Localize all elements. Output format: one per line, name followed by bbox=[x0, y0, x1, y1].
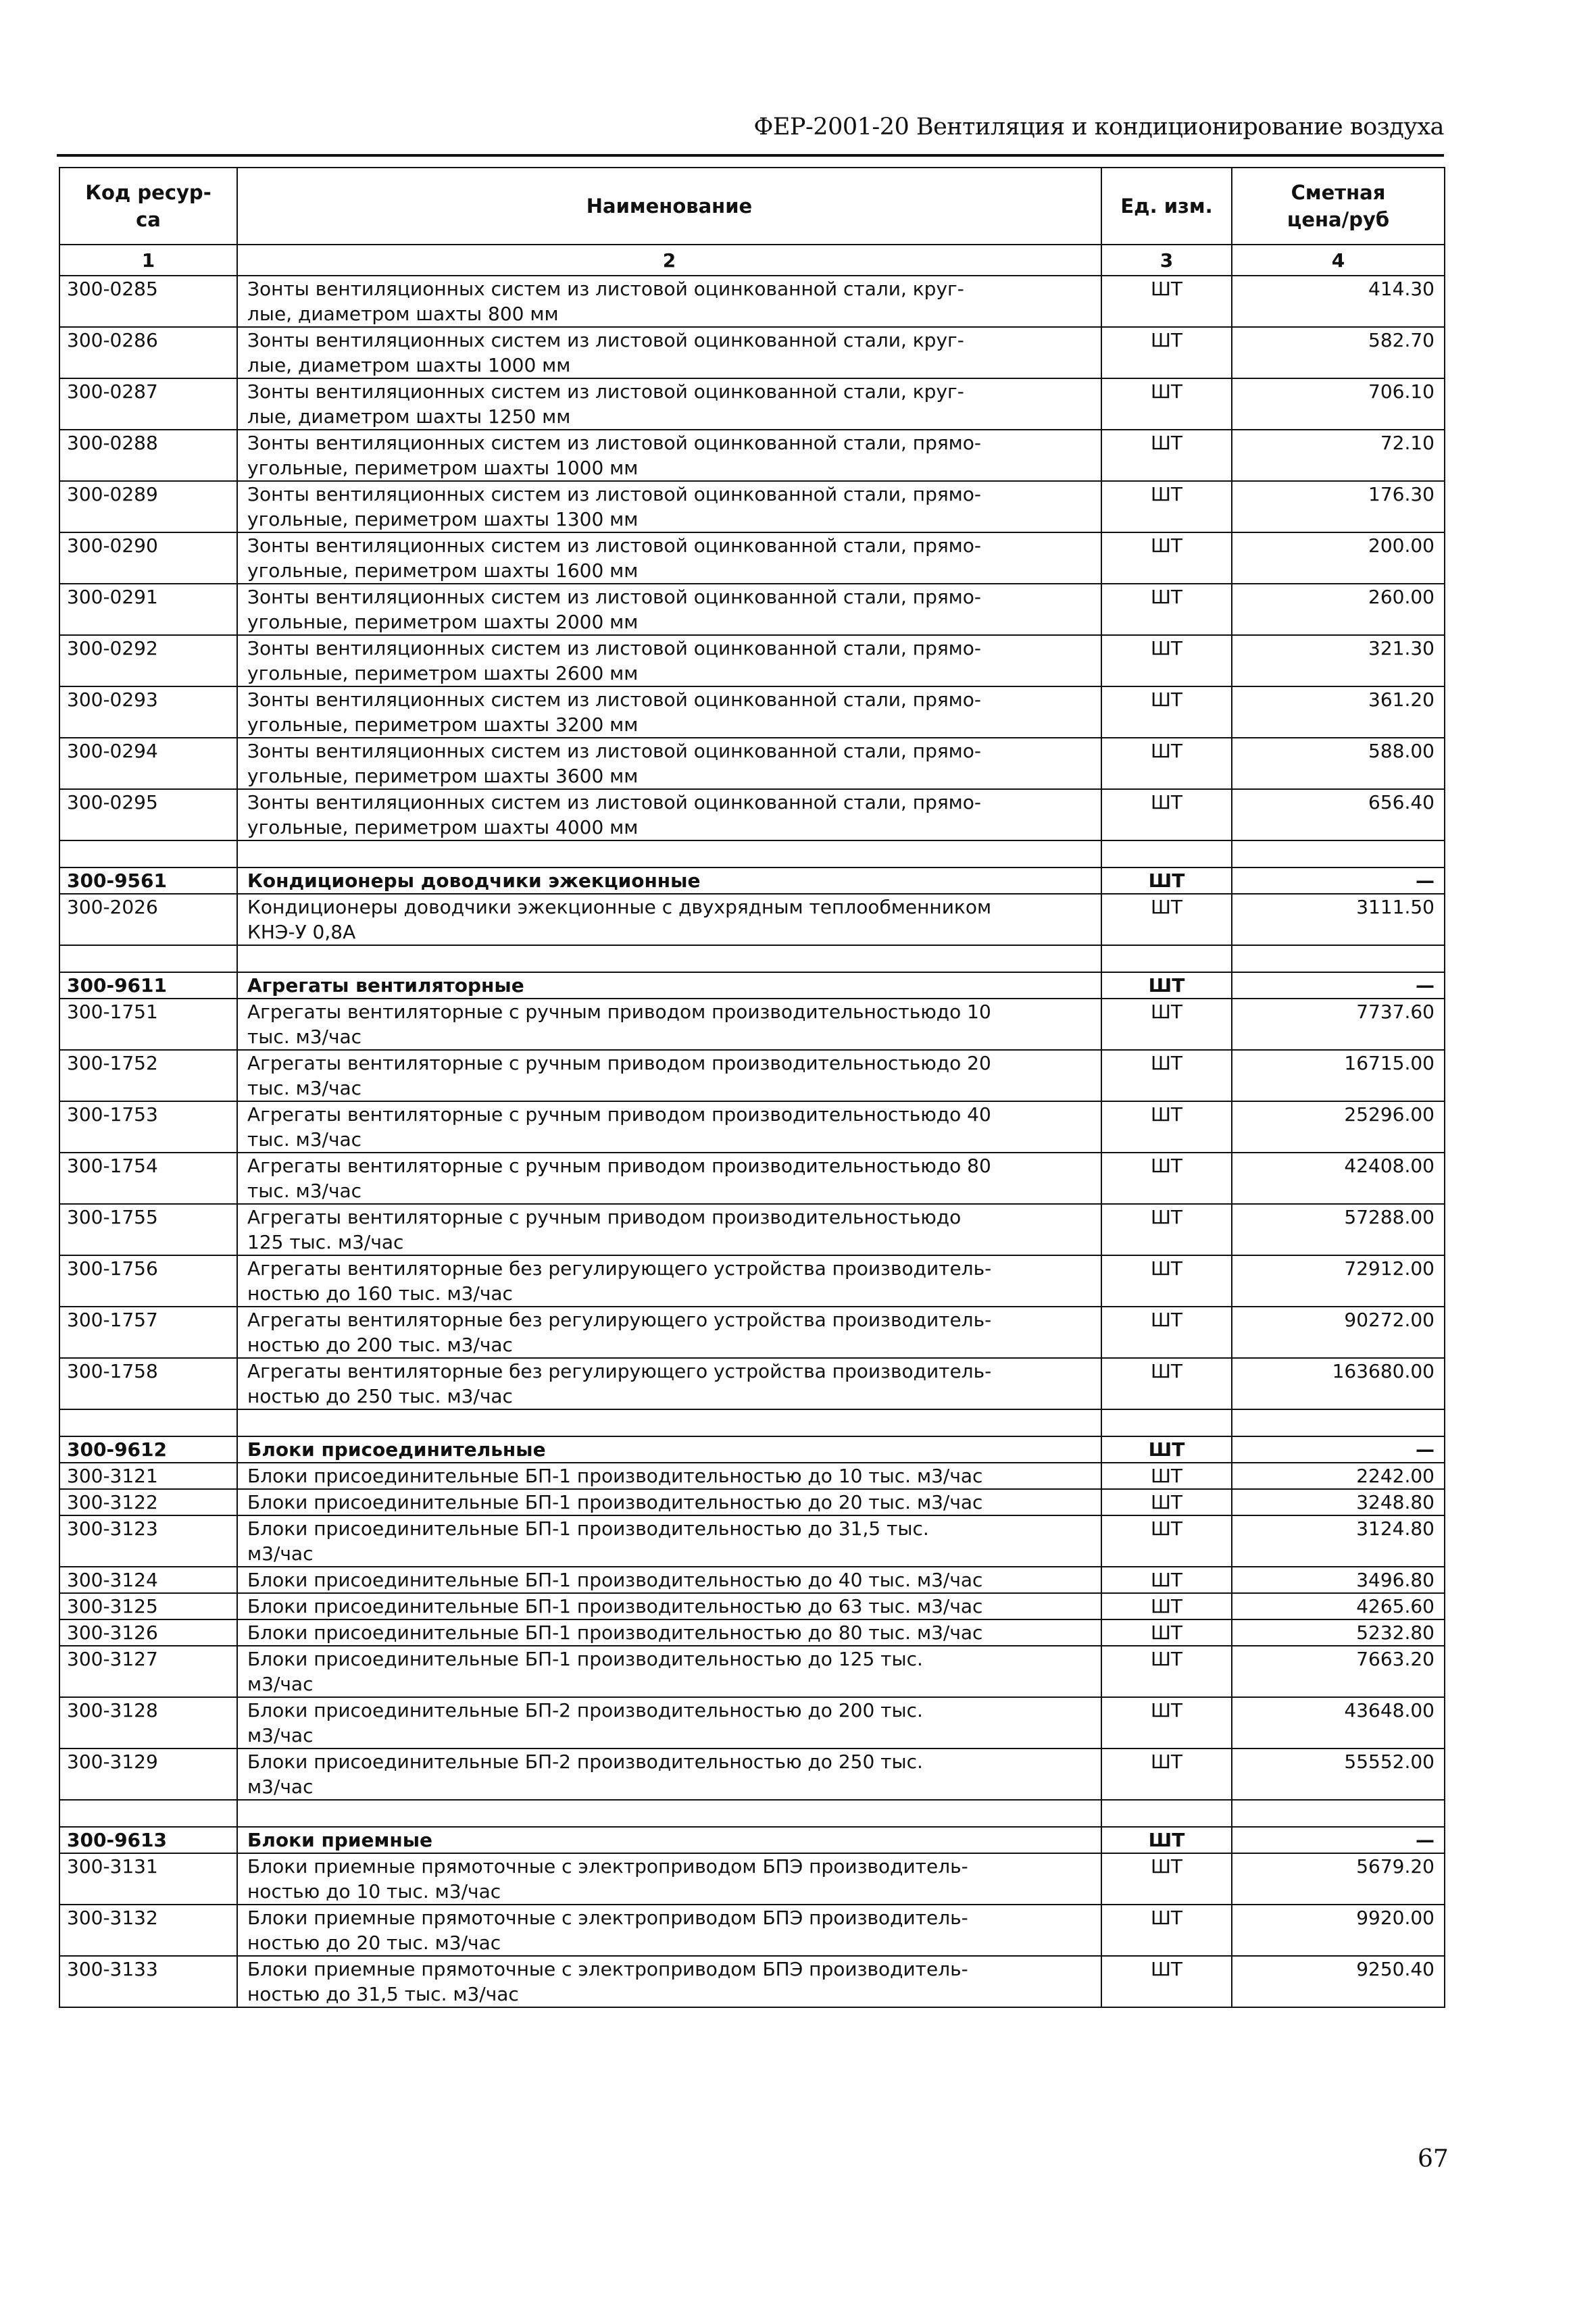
group-row bbox=[59, 867, 1445, 894]
cell-unit: ШТ bbox=[1101, 481, 1232, 532]
column-number: 2 bbox=[237, 245, 1101, 276]
cell-price: 4265.60 bbox=[1232, 1593, 1445, 1619]
cell-price: — bbox=[1232, 867, 1445, 894]
cell-code bbox=[59, 1800, 237, 1827]
group-row bbox=[59, 1827, 1445, 1853]
cell-name: Кондиционеры доводчики эжекционные с двухрядным теплообменником КНЭ-У 0,8А bbox=[237, 894, 1101, 945]
cell-name: Блоки присоединительные БП-2 производительностью до 250 тыс. м3/час bbox=[237, 1749, 1101, 1800]
cell-unit: ШТ bbox=[1101, 1101, 1232, 1153]
cell-code: 300-9613 bbox=[59, 1827, 237, 1853]
table-row bbox=[59, 1619, 1445, 1646]
group-row bbox=[59, 972, 1445, 999]
table-row bbox=[59, 635, 1445, 686]
cell-unit: ШТ bbox=[1101, 686, 1232, 738]
table-row bbox=[59, 584, 1445, 635]
cell-code: 300-3125 bbox=[59, 1593, 237, 1619]
cell-unit: ШТ bbox=[1101, 1853, 1232, 1905]
cell-name: Зонты вентиляционных систем из листовой оцинкованной стали, прямо- угольные, периметром шахты 3200 мм bbox=[237, 686, 1101, 738]
cell-name: Зонты вентиляционных систем из листовой оцинкованной стали, круг- лые, диаметром шахты 1250 мм bbox=[237, 378, 1101, 430]
cell-price: 414.30 bbox=[1232, 276, 1445, 327]
table-row bbox=[59, 276, 1445, 327]
cell-code: 300-3131 bbox=[59, 1853, 237, 1905]
cell-price: 90272.00 bbox=[1232, 1307, 1445, 1358]
cell-name: Агрегаты вентиляторные с ручным приводом производительностьюдо 20 тыс. м3/час bbox=[237, 1050, 1101, 1101]
table-row bbox=[59, 1853, 1445, 1905]
cell-price: 5679.20 bbox=[1232, 1853, 1445, 1905]
cell-price: 3111.50 bbox=[1232, 894, 1445, 945]
table-row bbox=[59, 686, 1445, 738]
cell-unit bbox=[1101, 1800, 1232, 1827]
cell-price: 706.10 bbox=[1232, 378, 1445, 430]
cell-name: Блоки присоединительные БП-1 производительностью до 63 тыс. м3/час bbox=[237, 1593, 1101, 1619]
cell-price: 163680.00 bbox=[1232, 1358, 1445, 1409]
cell-price: 72.10 bbox=[1232, 430, 1445, 481]
header-row bbox=[59, 168, 1445, 245]
cell-price: 321.30 bbox=[1232, 635, 1445, 686]
cell-code: 300-3123 bbox=[59, 1515, 237, 1567]
cell-code: 300-3128 bbox=[59, 1697, 237, 1749]
cell-code: 300-0291 bbox=[59, 584, 237, 635]
cell-name: Зонты вентиляционных систем из листовой оцинкованной стали, прямо- угольные, периметром шахты 2600 мм bbox=[237, 635, 1101, 686]
cell-name: Зонты вентиляционных систем из листовой оцинкованной стали, прямо- угольные, периметром шахты 1300 мм bbox=[237, 481, 1101, 532]
cell-unit bbox=[1101, 1409, 1232, 1436]
cell-price bbox=[1232, 945, 1445, 972]
cell-unit: ШТ bbox=[1101, 584, 1232, 635]
cell-unit: ШТ bbox=[1101, 1593, 1232, 1619]
cell-price: 3248.80 bbox=[1232, 1489, 1445, 1515]
table-row bbox=[59, 327, 1445, 378]
header-code: Код ресур- са bbox=[59, 168, 237, 245]
cell-unit: ШТ bbox=[1101, 1646, 1232, 1697]
table-row bbox=[59, 894, 1445, 945]
cell-name: Агрегаты вентиляторные без регулирующего устройства производитель- ностью до 160 тыс. м3/час bbox=[237, 1255, 1101, 1307]
cell-code: 300-9612 bbox=[59, 1436, 237, 1463]
cell-unit: ШТ bbox=[1101, 430, 1232, 481]
table-row bbox=[59, 1567, 1445, 1593]
cell-price: 9250.40 bbox=[1232, 1956, 1445, 2007]
column-number: 1 bbox=[59, 245, 237, 276]
cell-unit: ШТ bbox=[1101, 1619, 1232, 1646]
cell-code bbox=[59, 945, 237, 972]
table-row bbox=[59, 738, 1445, 789]
cell-code: 300-0288 bbox=[59, 430, 237, 481]
cell-name: Зонты вентиляционных систем из листовой оцинкованной стали, прямо- угольные, периметром шахты 4000 мм bbox=[237, 789, 1101, 840]
cell-name: Блоки присоединительные БП-1 производительностью до 10 тыс. м3/час bbox=[237, 1463, 1101, 1489]
cell-name: Блоки приемные bbox=[237, 1827, 1101, 1853]
cell-name: Кондиционеры доводчики эжекционные bbox=[237, 867, 1101, 894]
cell-price: 656.40 bbox=[1232, 789, 1445, 840]
cell-name: Блоки присоединительные БП-1 производительностью до 31,5 тыс. м3/час bbox=[237, 1515, 1101, 1567]
cell-unit: ШТ bbox=[1101, 738, 1232, 789]
spacer-row bbox=[59, 840, 1445, 867]
cell-price: 3124.80 bbox=[1232, 1515, 1445, 1567]
cell-code: 300-3122 bbox=[59, 1489, 237, 1515]
cell-unit: ШТ bbox=[1101, 1749, 1232, 1800]
cell-unit bbox=[1101, 840, 1232, 867]
cell-price: 25296.00 bbox=[1232, 1101, 1445, 1153]
table-row bbox=[59, 1515, 1445, 1567]
cell-name: Зонты вентиляционных систем из листовой оцинкованной стали, прямо- угольные, периметром шахты 1600 мм bbox=[237, 532, 1101, 584]
table-row bbox=[59, 1050, 1445, 1101]
cell-name: Зонты вентиляционных систем из листовой оцинкованной стали, круг- лые, диаметром шахты 800 мм bbox=[237, 276, 1101, 327]
price-table bbox=[59, 167, 1445, 2008]
cell-name: Блоки приемные прямоточные с электроприводом БПЭ производитель- ностью до 31,5 тыс. м3/час bbox=[237, 1956, 1101, 2007]
cell-price: 3496.80 bbox=[1232, 1567, 1445, 1593]
cell-price: 200.00 bbox=[1232, 532, 1445, 584]
cell-price: 9920.00 bbox=[1232, 1905, 1445, 1956]
cell-name: Блоки присоединительные БП-1 производительностью до 40 тыс. м3/час bbox=[237, 1567, 1101, 1593]
cell-price: 57288.00 bbox=[1232, 1204, 1445, 1255]
table-row bbox=[59, 481, 1445, 532]
cell-name: Агрегаты вентиляторные с ручным приводом производительностьюдо 40 тыс. м3/час bbox=[237, 1101, 1101, 1153]
cell-code: 300-0293 bbox=[59, 686, 237, 738]
cell-price: 43648.00 bbox=[1232, 1697, 1445, 1749]
cell-unit: ШТ bbox=[1101, 1567, 1232, 1593]
cell-name: Агрегаты вентиляторные с ручным приводом производительностьюдо 80 тыс. м3/час bbox=[237, 1153, 1101, 1204]
cell-price: 55552.00 bbox=[1232, 1749, 1445, 1800]
cell-unit: ШТ bbox=[1101, 1153, 1232, 1204]
cell-code: 300-0294 bbox=[59, 738, 237, 789]
spacer-row bbox=[59, 945, 1445, 972]
cell-name: Зонты вентиляционных систем из листовой оцинкованной стали, прямо- угольные, периметром шахты 1000 мм bbox=[237, 430, 1101, 481]
cell-name: Блоки приемные прямоточные с электроприводом БПЭ производитель- ностью до 10 тыс. м3/час bbox=[237, 1853, 1101, 1905]
cell-name: Блоки приемные прямоточные с электроприводом БПЭ производитель- ностью до 20 тыс. м3/час bbox=[237, 1905, 1101, 1956]
cell-code: 300-1755 bbox=[59, 1204, 237, 1255]
cell-price: 588.00 bbox=[1232, 738, 1445, 789]
cell-unit: ШТ bbox=[1101, 1255, 1232, 1307]
cell-name: Зонты вентиляционных систем из листовой оцинкованной стали, круг- лые, диаметром шахты 1000 мм bbox=[237, 327, 1101, 378]
table-row bbox=[59, 1593, 1445, 1619]
cell-code: 300-0290 bbox=[59, 532, 237, 584]
cell-unit: ШТ bbox=[1101, 867, 1232, 894]
cell-name bbox=[237, 1409, 1101, 1436]
table-row bbox=[59, 1749, 1445, 1800]
cell-unit: ШТ bbox=[1101, 1050, 1232, 1101]
table-row bbox=[59, 1489, 1445, 1515]
column-number: 4 bbox=[1232, 245, 1445, 276]
cell-code bbox=[59, 840, 237, 867]
cell-name: Блоки присоединительные bbox=[237, 1436, 1101, 1463]
cell-code: 300-1756 bbox=[59, 1255, 237, 1307]
cell-unit: ШТ bbox=[1101, 1827, 1232, 1853]
group-row bbox=[59, 1436, 1445, 1463]
column-number-row bbox=[59, 245, 1445, 276]
cell-name: Агрегаты вентиляторные с ручным приводом производительностьюдо 125 тыс. м3/час bbox=[237, 1204, 1101, 1255]
cell-code: 300-3133 bbox=[59, 1956, 237, 2007]
cell-unit: ШТ bbox=[1101, 1307, 1232, 1358]
cell-unit: ШТ bbox=[1101, 1204, 1232, 1255]
cell-unit: ШТ bbox=[1101, 1905, 1232, 1956]
cell-price: — bbox=[1232, 1436, 1445, 1463]
spacer-row bbox=[59, 1409, 1445, 1436]
cell-code: 300-0292 bbox=[59, 635, 237, 686]
header-unit: Ед. изм. bbox=[1101, 168, 1232, 245]
cell-unit: ШТ bbox=[1101, 378, 1232, 430]
cell-name: Зонты вентиляционных систем из листовой оцинкованной стали, прямо- угольные, периметром шахты 2000 мм bbox=[237, 584, 1101, 635]
cell-name: Агрегаты вентиляторные без регулирующего устройства производитель- ностью до 200 тыс. м3/час bbox=[237, 1307, 1101, 1358]
table-row bbox=[59, 1358, 1445, 1409]
cell-code: 300-0295 bbox=[59, 789, 237, 840]
table-row bbox=[59, 1153, 1445, 1204]
cell-unit: ШТ bbox=[1101, 532, 1232, 584]
cell-code: 300-0286 bbox=[59, 327, 237, 378]
cell-unit: ШТ bbox=[1101, 1436, 1232, 1463]
cell-price: 5232.80 bbox=[1232, 1619, 1445, 1646]
table-row bbox=[59, 1307, 1445, 1358]
cell-price bbox=[1232, 1800, 1445, 1827]
page-number: 67 bbox=[1418, 2145, 1449, 2173]
cell-name: Агрегаты вентиляторные bbox=[237, 972, 1101, 999]
cell-price: 7737.60 bbox=[1232, 999, 1445, 1050]
cell-price bbox=[1232, 1409, 1445, 1436]
cell-unit: ШТ bbox=[1101, 1515, 1232, 1567]
cell-price: 16715.00 bbox=[1232, 1050, 1445, 1101]
table-row bbox=[59, 999, 1445, 1050]
table-body bbox=[59, 276, 1445, 2007]
cell-name: Блоки присоединительные БП-1 производительностью до 80 тыс. м3/час bbox=[237, 1619, 1101, 1646]
cell-code: 300-9611 bbox=[59, 972, 237, 999]
cell-code: 300-3124 bbox=[59, 1567, 237, 1593]
cell-name: Блоки присоединительные БП-2 производительностью до 200 тыс. м3/час bbox=[237, 1697, 1101, 1749]
cell-name: Зонты вентиляционных систем из листовой оцинкованной стали, прямо- угольные, периметром шахты 3600 мм bbox=[237, 738, 1101, 789]
cell-price: — bbox=[1232, 1827, 1445, 1853]
cell-code: 300-3126 bbox=[59, 1619, 237, 1646]
table-row bbox=[59, 1956, 1445, 2007]
cell-code: 300-1753 bbox=[59, 1101, 237, 1153]
spacer-row bbox=[59, 1800, 1445, 1827]
cell-price: 72912.00 bbox=[1232, 1255, 1445, 1307]
cell-code: 300-3121 bbox=[59, 1463, 237, 1489]
cell-name bbox=[237, 1800, 1101, 1827]
cell-unit: ШТ bbox=[1101, 635, 1232, 686]
cell-code: 300-2026 bbox=[59, 894, 237, 945]
header-name: Наименование bbox=[237, 168, 1101, 245]
table-row bbox=[59, 430, 1445, 481]
cell-price bbox=[1232, 840, 1445, 867]
cell-code: 300-1754 bbox=[59, 1153, 237, 1204]
cell-code bbox=[59, 1409, 237, 1436]
table-row bbox=[59, 1646, 1445, 1697]
cell-unit: ШТ bbox=[1101, 1697, 1232, 1749]
cell-price: 582.70 bbox=[1232, 327, 1445, 378]
cell-code: 300-1752 bbox=[59, 1050, 237, 1101]
cell-unit: ШТ bbox=[1101, 1358, 1232, 1409]
cell-name bbox=[237, 840, 1101, 867]
table-row bbox=[59, 1905, 1445, 1956]
cell-unit: ШТ bbox=[1101, 276, 1232, 327]
cell-name: Блоки присоединительные БП-1 производительностью до 20 тыс. м3/час bbox=[237, 1489, 1101, 1515]
table-row bbox=[59, 1255, 1445, 1307]
column-number: 3 bbox=[1101, 245, 1232, 276]
cell-code: 300-0287 bbox=[59, 378, 237, 430]
table-row bbox=[59, 1697, 1445, 1749]
cell-code: 300-3132 bbox=[59, 1905, 237, 1956]
table-row bbox=[59, 378, 1445, 430]
header-price: Сметная цена/руб bbox=[1232, 168, 1445, 245]
cell-code: 300-1757 bbox=[59, 1307, 237, 1358]
cell-code: 300-3129 bbox=[59, 1749, 237, 1800]
cell-unit: ШТ bbox=[1101, 972, 1232, 999]
cell-price: 176.30 bbox=[1232, 481, 1445, 532]
table-row bbox=[59, 1204, 1445, 1255]
cell-unit: ШТ bbox=[1101, 327, 1232, 378]
cell-code: 300-1758 bbox=[59, 1358, 237, 1409]
cell-code: 300-1751 bbox=[59, 999, 237, 1050]
cell-name bbox=[237, 945, 1101, 972]
cell-unit: ШТ bbox=[1101, 999, 1232, 1050]
cell-price: 2242.00 bbox=[1232, 1463, 1445, 1489]
cell-unit bbox=[1101, 945, 1232, 972]
running-head: ФЕР-2001-20 Вентиляция и кондиционирование воздуха bbox=[753, 114, 1444, 141]
cell-code: 300-9561 bbox=[59, 867, 237, 894]
table-row bbox=[59, 532, 1445, 584]
cell-name: Блоки присоединительные БП-1 производительностью до 125 тыс. м3/час bbox=[237, 1646, 1101, 1697]
cell-unit: ШТ bbox=[1101, 789, 1232, 840]
cell-name: Агрегаты вентиляторные без регулирующего устройства производитель- ностью до 250 тыс. м3/час bbox=[237, 1358, 1101, 1409]
header-rule bbox=[57, 154, 1444, 157]
table-row bbox=[59, 789, 1445, 840]
cell-price: — bbox=[1232, 972, 1445, 999]
cell-price: 361.20 bbox=[1232, 686, 1445, 738]
table-row bbox=[59, 1463, 1445, 1489]
cell-unit: ШТ bbox=[1101, 894, 1232, 945]
cell-code: 300-3127 bbox=[59, 1646, 237, 1697]
cell-code: 300-0289 bbox=[59, 481, 237, 532]
table-row bbox=[59, 1101, 1445, 1153]
cell-price: 42408.00 bbox=[1232, 1153, 1445, 1204]
cell-price: 260.00 bbox=[1232, 584, 1445, 635]
cell-unit: ШТ bbox=[1101, 1489, 1232, 1515]
cell-unit: ШТ bbox=[1101, 1463, 1232, 1489]
cell-code: 300-0285 bbox=[59, 276, 237, 327]
cell-unit: ШТ bbox=[1101, 1956, 1232, 2007]
cell-price: 7663.20 bbox=[1232, 1646, 1445, 1697]
cell-name: Агрегаты вентиляторные с ручным приводом производительностьюдо 10 тыс. м3/час bbox=[237, 999, 1101, 1050]
